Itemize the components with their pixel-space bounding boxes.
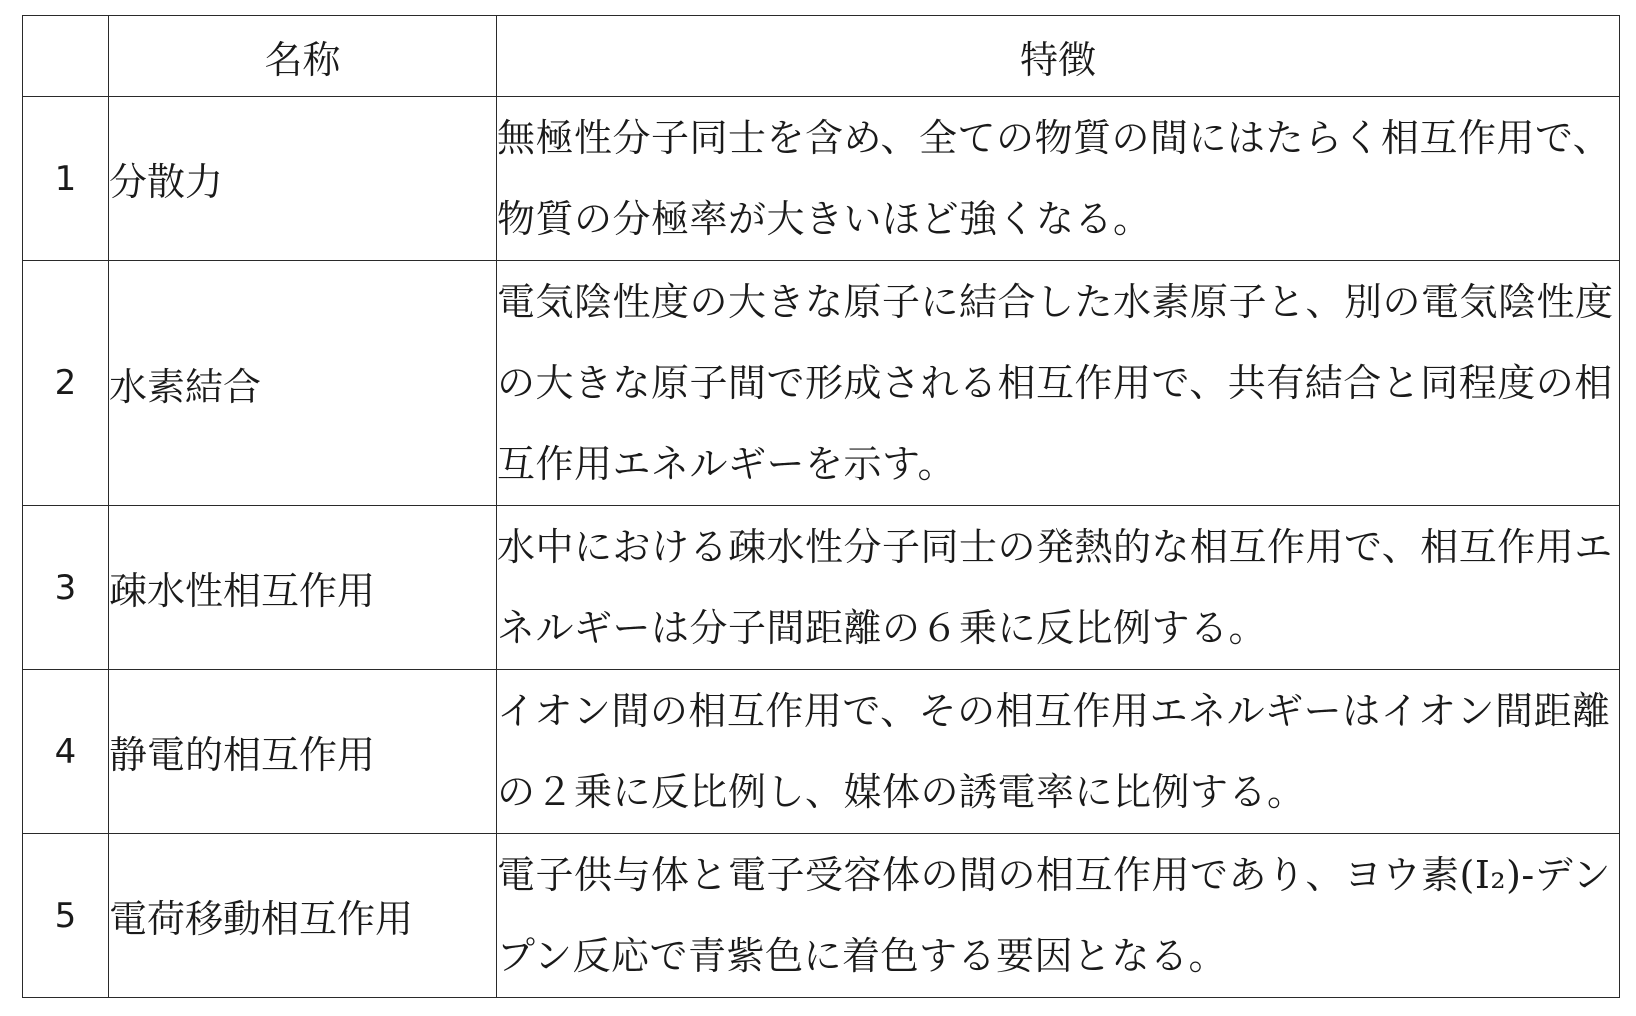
table-row [23, 97, 1620, 261]
header-number-cell [23, 16, 109, 97]
row-name: 疎水性相互作用 [109, 506, 497, 670]
row-number: 2 [23, 261, 109, 506]
row-number: 4 [23, 670, 109, 834]
header-row [23, 16, 1620, 97]
row-feature: 水中における疎水性分子同士の発熱的な相互作用で、相互作用エネルギーは分子間距離の６乗に反比例する。 [497, 506, 1620, 670]
header-name-cell: 名称 [109, 16, 497, 97]
interaction-table [22, 15, 1620, 998]
row-number: 1 [23, 97, 109, 261]
row-feature: 無極性分子同士を含め、全ての物質の間にはたらく相互作用で、物質の分極率が大きいほど強くなる。 [497, 97, 1620, 261]
row-number: 3 [23, 506, 109, 670]
row-feature: 電子供与体と電子受容体の間の相互作用であり、ヨウ素(I₂)-デンプン反応で青紫色に着色する要因となる。 [497, 834, 1620, 998]
row-name: 静電的相互作用 [109, 670, 497, 834]
row-number: 5 [23, 834, 109, 998]
header-feature-cell: 特徴 [497, 16, 1620, 97]
row-name: 水素結合 [109, 261, 497, 506]
row-feature: イオン間の相互作用で、その相互作用エネルギーはイオン間距離の２乗に反比例し、媒体の誘電率に比例する。 [497, 670, 1620, 834]
table-row [23, 834, 1620, 998]
table-row [23, 670, 1620, 834]
row-name: 分散力 [109, 97, 497, 261]
table-row [23, 261, 1620, 506]
row-feature: 電気陰性度の大きな原子に結合した水素原子と、別の電気陰性度の大きな原子間で形成される相互作用で、共有結合と同程度の相互作用エネルギーを示す。 [497, 261, 1620, 506]
row-name: 電荷移動相互作用 [109, 834, 497, 998]
table-row [23, 506, 1620, 670]
